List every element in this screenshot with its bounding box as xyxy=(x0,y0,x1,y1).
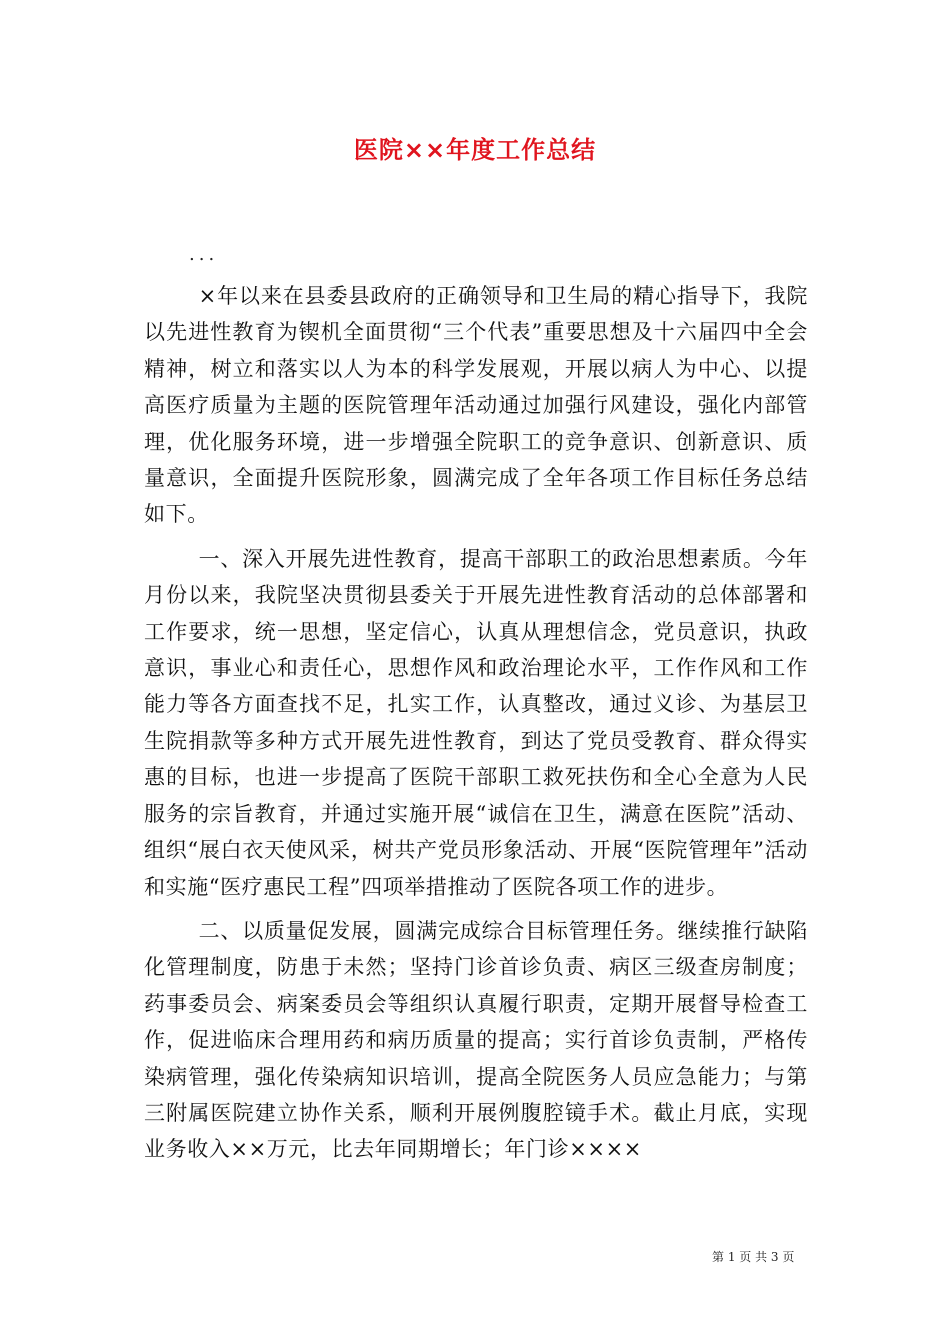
paragraph-section-2: 二、以质量促发展，圆满完成综合目标管理任务。继续推行缺陷化管理制度，防患于未然；坚持门诊首诊负责、病区三级查房制度；药事委员会、病案委员会等组织认真履行职责，定期开展督导检查工作，促进临床合理用药和病历质量的提高；实行首诊负责制，严格传染病管理，强化传染病知识培训，提高全院医务人员应急能力；与第三附属医院建立协作关系，顺利开展例腹腔镜手术。截止月底，实现业务收入××万元，比去年同期增长；年门诊×××× xyxy=(144,918,808,1162)
document-body xyxy=(144,278,808,1176)
ellipsis-marker: ... xyxy=(189,244,219,265)
paragraph-section-1: 一、深入开展先进性教育，提高干部职工的政治思想素质。今年月份以来，我院坚决贯彻县委关于开展先进性教育活动的总体部署和工作要求，统一思想，坚定信心，认真从理想信念，党员意识，执政意识，事业心和责任心，思想作风和政治理论水平，工作作风和工作能力等各方面查找不足，扎实工作，认真整改，通过义诊、为基层卫生院捐款等多种方式开展先进性教育，到达了党员受教育、群众得实惠的目标，也进一步提高了医院干部职工救死扶伤和全心全意为人民服务的宗旨教育，并通过实施开展“诚信在卫生，满意在医院”活动、组织“展白衣天使风采，树共产党员形象活动、开展“医院管理年”活动和实施“医疗惠民工程”四项举措推动了医院各项工作的进步。 xyxy=(144,546,808,899)
paragraph-intro: ×年以来在县委县政府的正确领导和卫生局的精心指导下，我院以先进性教育为锲机全面贯彻“三个代表”重要思想及十六届四中全会精神，树立和落实以人为本的科学发展观，开展以病人为中心、以提高医疗质量为主题的医院管理年活动通过加强行风建设，强化内部管理，优化服务环境，进一步增强全院职工的竞争意识、创新意识、质量意识，全面提升医院形象，圆满完成了全年各项工作目标任务总结如下。 xyxy=(144,284,808,527)
document-title: 医院××年度工作总结 xyxy=(353,136,597,164)
page-number-footer: 第 1 页 共 3 页 xyxy=(712,1250,795,1264)
